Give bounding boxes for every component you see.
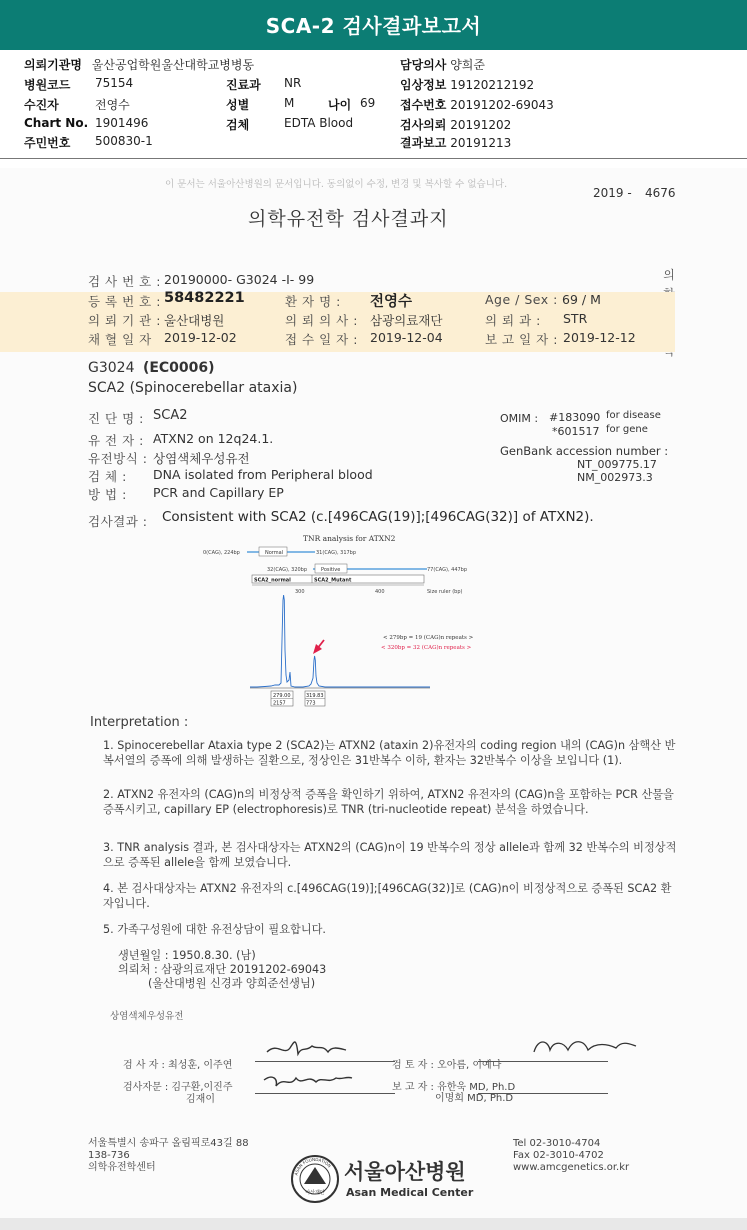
test-code2: (EC0006) <box>142 360 215 376</box>
fig-ruler-label: Size ruler (bp) <box>427 589 463 595</box>
hospital-name-en: Asan Medical Center <box>346 1186 474 1199</box>
hospital-name-kr: 서울아산병원 <box>344 1160 466 1184</box>
test-code: G3024 <box>88 360 135 376</box>
reviewer-signature <box>530 1032 640 1060</box>
age-value: 69 <box>360 96 376 110</box>
interp-5: 5. 가족구성원에 대한 유전상담이 필요합니다. <box>103 923 326 936</box>
fig-positive-left: 32(CAG), 320bp <box>267 567 308 573</box>
request-label: 검사의뢰 <box>400 118 447 132</box>
age-label: 나이 <box>328 98 352 112</box>
examiner: 검 사 자 : 최성훈, 이주연 <box>123 1060 233 1071</box>
fig-peak1-height: 2157 <box>273 700 286 707</box>
pt-name-label: 환 자 명 : <box>285 294 341 309</box>
doc-number-year: 2019 - <box>593 186 632 200</box>
reporter: 보 고 자 : 유한욱 MD, Ph.D <box>392 1082 516 1093</box>
fig-positive-label: Positive <box>321 567 341 573</box>
req-inst-row <box>24 56 254 73</box>
req-inst-value: 울산공업학원울산대학교병병동 <box>91 58 255 72</box>
asan-seal-icon <box>290 1154 340 1204</box>
receipt-value: 20191202-69043 <box>450 98 554 112</box>
exam-no-label: 검 사 번 호 : <box>88 274 161 289</box>
fig-peak2-height: 773 <box>306 700 316 707</box>
dept-value: NR <box>284 76 302 90</box>
interp-label: Interpretation : <box>90 715 189 730</box>
examiner-signature <box>262 1034 362 1064</box>
exam-no-value: 20190000- G3024 -I- 99 <box>164 272 315 287</box>
bottom-strip <box>0 1218 747 1230</box>
tel: Tel 02-3010-4704 <box>513 1138 601 1149</box>
fig-tick-400: 400 <box>375 589 385 595</box>
clinic-value: 19120212192 <box>450 78 535 92</box>
request-value: 20191202 <box>450 118 512 132</box>
fig-normal-left: 0(CAG), 224bp <box>203 550 240 556</box>
fig-normal-right: 31(CAG), 317bp <box>316 550 357 556</box>
genbank-1: NT_009775.17 <box>577 458 657 471</box>
fax: Fax 02-3010-4702 <box>513 1150 604 1161</box>
receipt-label: 접수번호 <box>400 98 447 112</box>
chart-label: Chart No. <box>24 116 89 130</box>
doctor-value: 양희준 <box>450 58 485 72</box>
doctor-label: 담당의사 <box>400 58 447 72</box>
seal-sub: 아산재단 <box>305 1190 325 1196</box>
address-line-3: 의학유전학센터 <box>88 1162 156 1173</box>
reporter-2: 이명희 MD, Ph.D <box>435 1093 514 1104</box>
req-inst-label: 의뢰기관명 <box>24 58 82 72</box>
diag-value: SCA2 <box>153 408 188 423</box>
fig-bin-mutant: SCA2_Mutant <box>314 577 352 584</box>
agesex-value: 69 / M <box>562 292 601 307</box>
genbank-2: NM_002973.3 <box>577 471 653 484</box>
reg-no-value: 58482221 <box>164 290 245 306</box>
side-vertical-text: 의 <box>663 268 675 282</box>
gene-value: ATXN2 on 12q24.1. <box>153 431 274 446</box>
hosp-code-value: 75154 <box>95 76 134 90</box>
fig-legend-1: < 279bp = 19 (CAG)n repeats > <box>383 635 474 641</box>
result-report-label: 결과보고 <box>400 136 447 150</box>
clinic-label: 임상정보 <box>400 78 447 92</box>
advisor: 검사자문 : 김구환,이진주 <box>123 1082 233 1093</box>
chart-value: 1901496 <box>95 116 149 130</box>
tnr-figure <box>195 530 515 710</box>
specimen-value: EDTA Blood <box>284 116 354 130</box>
dept-label: 진료과 <box>226 78 261 92</box>
fig-trace <box>250 595 430 687</box>
address-line-2: 138-736 <box>88 1150 130 1161</box>
interp-2: 2. ATXN2 유전자의 (CAG)n의 비정상적 증폭을 확인하기 위하여, ATXN2 유전자의 (CAG)n을 포함하는 PCR 산물을 증폭시키고, capillary EP (electrophoresis)로 TNR (tri-nucleotide repeat) 분석을 하였습니다. <box>103 788 674 816</box>
reg-no-label: 등 록 번 호 : <box>88 294 161 309</box>
omim-label: OMIM : <box>500 412 539 425</box>
inherit-footer: 상염색체우성유전 <box>110 1011 184 1022</box>
interp-3: 3. TNR analysis 결과, 본 검사대상자는 ATXN2의 (CAG)n이 19 반복수의 정상 allele과 함께 32 반복수의 비정상적으로 증폭된 allele을 함께 보였습니다. <box>103 841 677 869</box>
website: www.amcgenetics.or.kr <box>513 1162 630 1173</box>
result-value: Consistent with SCA2 (c.[496CAG(19)];[496CAG(32)] of ATXN2). <box>162 509 594 525</box>
method-label: 방 법 : <box>88 487 127 502</box>
address-line-1: 서울특별시 송파구 올림픽로43길 88 <box>88 1138 249 1149</box>
report-title: SCA-2 검사결과보고서 <box>0 0 747 50</box>
patient-value: 전영수 <box>95 98 130 112</box>
omim-1-note: for disease <box>606 410 661 421</box>
advisor-2: 김재이 <box>186 1094 215 1105</box>
doc-specimen-label: 검 체 : <box>88 469 127 484</box>
doc-receipt-label: 접 수 일 자 : <box>285 332 358 347</box>
collect-label: 채 혈 일 자 <box>88 332 152 347</box>
omim-2-note: for gene <box>606 424 648 435</box>
agesex-label: Age / Sex : <box>485 292 558 307</box>
doc-report-label: 보 고 일 자 : <box>485 332 558 347</box>
requester: 의뢰처 : 삼광의료재단 20191202-69043 <box>118 963 327 976</box>
interp-1: 1. Spinocerebellar Ataxia type 2 (SCA2)는 ATXN2 (ataxin 2)유전자의 coding region 내의 (CAG)n 삼핵산 반복서열의 증폭에 의해 발생하는 질환으로, 정상인은 31반복수 이하, 환자는 32반복수 이상을 보입니다 (1). <box>103 739 676 767</box>
doc-number: 4676 <box>645 186 676 200</box>
doc-report-value: 2019-12-12 <box>563 330 636 345</box>
resident-value: 500830-1 <box>95 134 153 148</box>
req-org-label: 의 뢰 기 관 : <box>88 313 161 328</box>
omim-2: *601517 <box>552 425 600 438</box>
hosp-code-label: 병원코드 <box>24 78 71 92</box>
pt-name-value: 전영수 <box>370 294 413 310</box>
req-doc-value: 삼광의료재단 <box>370 313 443 328</box>
result-report-value: 20191213 <box>450 136 512 150</box>
doc-title: 의학유전학 검사결과지 <box>248 208 449 230</box>
collect-value: 2019-12-02 <box>164 330 237 345</box>
inherit-value: 상염색체우성유전 <box>153 451 250 466</box>
advisor-signature <box>258 1066 358 1096</box>
dept2-value: STR <box>563 311 588 326</box>
req-doc-label: 의 뢰 의 사 : <box>285 313 358 328</box>
fig-title: TNR analysis for ATXN2 <box>303 534 396 543</box>
fig-legend-2: < 320bp = 32 (CAG)n repeats > <box>381 645 472 651</box>
req-org-value: 울산대병원 <box>164 313 225 328</box>
inherit-label: 유전방식 : <box>88 451 148 466</box>
doc-specimen-value: DNA isolated from Peripheral blood <box>153 467 373 482</box>
interp-4: 4. 본 검사대상자는 ATXN2 유전자의 c.[496CAG(19)];[496CAG(32)]로 (CAG)n이 비정상적으로 증폭된 SCA2 환자입니다. <box>103 882 672 910</box>
fig-peak1-size: 279.00 <box>273 693 291 699</box>
fig-bin-normal: SCA2_normal <box>254 577 291 584</box>
fig-positive-right: 77(CAG), 447bp <box>427 567 468 573</box>
fig-tick-300: 300 <box>295 589 305 595</box>
diag-label: 진 단 명 : <box>88 411 144 426</box>
method-value: PCR and Capillary EP <box>153 485 284 500</box>
birth-date: 생년월일 : 1950.8.30. (남) <box>118 949 256 962</box>
requester-note: (울산대병원 신경과 양희준선생님) <box>148 977 316 990</box>
sex-value: M <box>284 96 295 110</box>
fig-normal-label: Normal <box>265 550 284 556</box>
patient-label: 수진자 <box>24 98 59 112</box>
dept2-label: 의 뢰 과 : <box>485 313 541 328</box>
omim-1: #183090 <box>549 411 601 424</box>
reviewer: 검 토 자 : 오아름, 이예나 <box>392 1060 502 1071</box>
gene-label: 유 전 자 : <box>88 433 144 448</box>
fig-peak2-size: 319.83 <box>306 693 324 699</box>
sex-label: 성별 <box>226 98 250 112</box>
resident-label: 주민번호 <box>24 136 71 150</box>
test-name: SCA2 (Spinocerebellar ataxia) <box>88 380 298 396</box>
seal-text: ASAN FOUNDATION <box>293 1156 333 1176</box>
header-divider <box>0 158 747 159</box>
specimen-label: 검체 <box>226 118 250 132</box>
doc-receipt-value: 2019-12-04 <box>370 330 443 345</box>
genbank-label: GenBank accession number : <box>500 444 669 458</box>
result-label: 검사결과 : <box>88 514 148 529</box>
watermark-text: 이 문서는 서울아산병원의 문서입니다. 동의없이 수정, 변경 및 복사할 수 없습니다. <box>165 179 508 190</box>
